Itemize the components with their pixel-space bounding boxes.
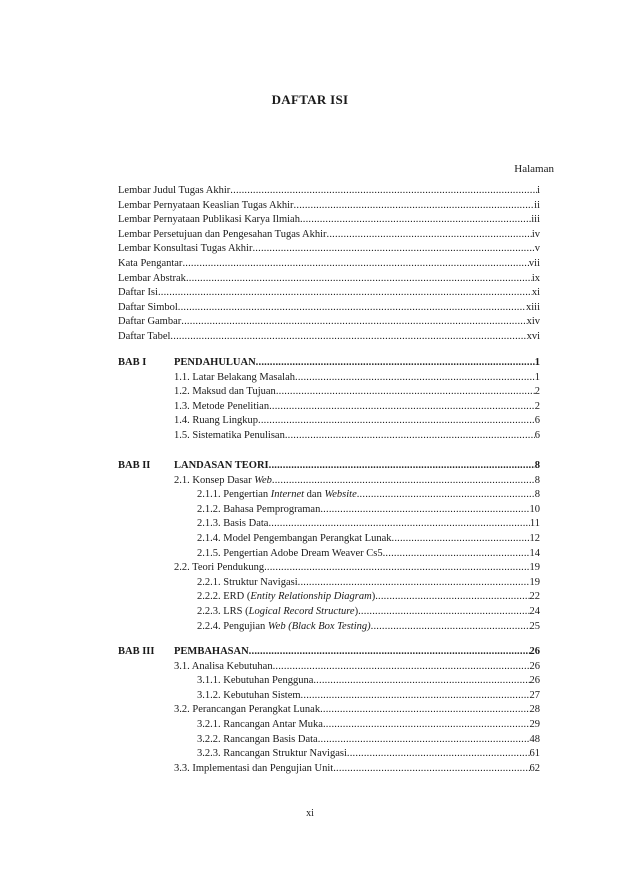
toc-leader-dots [375, 590, 529, 604]
toc-leader-dots [333, 762, 529, 776]
toc-entry-label: 3.2. Perancangan Perangkat Lunak [174, 704, 321, 716]
toc-entry-page: 22 [529, 591, 540, 603]
toc-entry-label: 1.3. Metode Penelitian [174, 400, 270, 412]
toc-row [197, 605, 540, 619]
toc-leader-dots [186, 272, 532, 286]
toc-entry-page: vii [528, 258, 540, 269]
toc-entry-page: 1 [534, 357, 540, 368]
toc-entry-label: 3.1. Analisa Kebutuhan [174, 660, 273, 672]
toc-row [174, 414, 540, 428]
toc-row [118, 301, 540, 315]
toc-entry-label: 1.1. Latar Belakang Masalah [174, 371, 295, 383]
toc-row [197, 532, 540, 546]
toc-entry-label: 2.1.3. Basis Data [197, 518, 269, 530]
toc-leader-dots [298, 576, 530, 590]
toc-entry-page: xiii [525, 301, 540, 313]
toc-row [197, 590, 540, 604]
toc-entry-page: iv [531, 228, 540, 240]
toc-leader-dots [264, 561, 529, 575]
toc-entry-label: Lembar Konsultasi Tugas Akhir [118, 243, 253, 255]
toc-entry-label: LANDASAN TEORI [174, 460, 269, 471]
toc-entry-page: 8 [534, 474, 540, 486]
toc-row [197, 674, 540, 688]
toc-leader-dots [383, 547, 530, 561]
toc-entry-page: 6 [534, 430, 540, 441]
toc-row [174, 762, 540, 776]
toc-row [174, 703, 540, 717]
toc-entry-label: Lembar Persetujuan dan Pengesahan Tugas Akhir [118, 228, 327, 240]
toc-entry-page: 27 [529, 689, 540, 701]
toc-entry-label: PENDAHULUAN [174, 357, 256, 368]
toc-leader-dots [230, 184, 537, 198]
toc-leader-dots [318, 733, 530, 747]
toc-entry-label: 2.2.4. Pengujian Web (Black Box Testing) [197, 620, 371, 632]
toc-entry-label: 2.2.3. LRS (Logical Record Structure) [197, 606, 359, 617]
toc-row [174, 660, 540, 674]
toc-entry-label: Daftar Isi [118, 287, 158, 299]
page-title: DAFTAR ISI [271, 92, 349, 107]
toc-row [197, 503, 540, 517]
chapter-number: BAB II [118, 460, 151, 471]
toc-leader-dots [258, 414, 535, 428]
toc-row [118, 272, 540, 286]
toc-leader-dots [178, 301, 526, 315]
toc-leader-dots [249, 645, 530, 659]
toc-entry-label: Lembar Pernyataan Publikasi Karya Ilmiah [118, 214, 300, 226]
toc-row [197, 488, 540, 502]
toc-entry-page: v [534, 243, 540, 255]
chapter-row [174, 459, 540, 473]
toc-entry-label: Lembar Judul Tugas Akhir [118, 185, 231, 196]
toc-row [118, 213, 540, 227]
page-number-footer: xi [306, 808, 314, 819]
toc-entry-page: 11 [529, 518, 540, 530]
toc-entry-label: 1.4. Ruang Lingkup [174, 415, 258, 427]
toc-entry-page: 1 [534, 371, 540, 383]
toc-leader-dots [295, 371, 535, 385]
toc-entry-label: 2.1.2. Bahasa Pemprograman [197, 503, 321, 515]
toc-entry-page: xiv [526, 316, 540, 328]
toc-entry-label: 3.1.1. Kebutuhan Pengguna [197, 675, 314, 687]
toc-leader-dots [269, 400, 535, 414]
toc-entry-page: xi [531, 287, 540, 299]
toc-entry-label: 2.2.2. ERD (Entity Relationship Diagram) [197, 591, 376, 603]
toc-entry-page: iii [531, 214, 540, 226]
toc-entry-page: 8 [534, 489, 540, 501]
chapter-number: BAB III [118, 646, 155, 657]
toc-row [197, 718, 540, 732]
chapter-row [174, 356, 540, 370]
toc-entry-page: xvi [526, 331, 540, 342]
toc-row [174, 474, 540, 488]
toc-entry-label: 2.1. Konsep Dasar Web [174, 474, 272, 486]
toc-entry-label: Lembar Pernyataan Keaslian Tugas Akhir [118, 199, 294, 211]
toc-leader-dots [347, 747, 530, 761]
toc-leader-dots [285, 429, 535, 443]
toc-leader-dots [158, 286, 532, 300]
toc-entry-page: 8 [534, 460, 540, 471]
toc-entry-label: 1.5. Sistematika Penulisan [174, 430, 285, 441]
toc-leader-dots [273, 660, 530, 674]
toc-entry-label: Daftar Tabel [118, 331, 171, 342]
toc-row [118, 228, 540, 242]
toc-entry-page: 26 [529, 675, 540, 687]
toc-row [197, 576, 540, 590]
toc-leader-dots [252, 242, 534, 256]
toc-entry-page: 29 [529, 719, 540, 730]
toc-row [174, 561, 540, 575]
toc-entry-label: 1.2. Maksud dan Tujuan [174, 386, 276, 398]
toc-leader-dots [182, 257, 528, 271]
toc-leader-dots [371, 620, 530, 634]
toc-leader-dots [256, 356, 535, 370]
toc-entry-label: Kata Pengantar [118, 258, 183, 269]
toc-entry-page: 10 [529, 503, 540, 515]
toc-leader-dots [170, 330, 526, 344]
toc-row [197, 547, 540, 561]
toc-row [174, 385, 540, 399]
toc-entry-page: 26 [529, 646, 540, 657]
toc-entry-label: Lembar Abstrak [118, 272, 186, 284]
toc-entry-label: 3.2.1. Rancangan Antar Muka [197, 719, 323, 730]
toc-entry-label: 2.2. Teori Pendukung [174, 562, 265, 574]
toc-row [118, 184, 540, 198]
toc-entry-page: 62 [529, 762, 540, 774]
toc-row [174, 400, 540, 414]
toc-entry-page: 25 [529, 620, 540, 632]
toc-row [197, 733, 540, 747]
toc-entry-page: 26 [529, 660, 540, 672]
toc-row [118, 199, 540, 213]
toc-entry-page: ii [534, 199, 540, 211]
toc-row [118, 257, 540, 271]
toc-leader-dots [357, 488, 535, 502]
toc-leader-dots [320, 703, 529, 717]
toc-entry-label: Daftar Gambar [118, 316, 182, 328]
toc-leader-dots [313, 674, 529, 688]
toc-entry-label: 3.1.2. Kebutuhan Sistem [197, 689, 301, 701]
toc-entry-page: 2 [534, 386, 540, 398]
toc-leader-dots [358, 605, 529, 619]
toc-row [197, 689, 540, 703]
toc-entry-page: 24 [529, 606, 540, 617]
toc-leader-dots [269, 459, 535, 473]
toc-entry-page: 28 [529, 704, 540, 716]
toc-leader-dots [294, 199, 535, 213]
toc-leader-dots [301, 689, 530, 703]
chapter-row [174, 645, 540, 659]
toc-leader-dots [300, 213, 531, 227]
halaman-label: Halaman [514, 163, 554, 175]
toc-leader-dots [268, 517, 529, 531]
chapter-number: BAB I [118, 357, 147, 368]
toc-row [118, 242, 540, 256]
toc-entry-page: 14 [529, 547, 540, 559]
toc-entry-label: 2.1.5. Pengertian Adobe Dream Weaver Cs5 [197, 547, 383, 559]
toc-entry-page: 48 [529, 733, 540, 745]
toc-row [197, 747, 540, 761]
toc-row [118, 315, 540, 329]
toc-leader-dots [392, 532, 530, 546]
toc-entry-page: 19 [529, 562, 540, 574]
toc-entry-label: Daftar Simbol [118, 301, 178, 313]
toc-row [174, 371, 540, 385]
toc-leader-dots [320, 503, 529, 517]
toc-entry-page: 61 [529, 748, 540, 760]
toc-entry-page: 12 [529, 533, 540, 544]
toc-entry-label: 2.2.1. Struktur Navigasi [197, 576, 298, 588]
toc-entry-page: 2 [534, 400, 540, 412]
toc-leader-dots [181, 315, 526, 329]
toc-entry-label: PEMBAHASAN [174, 646, 249, 657]
toc-entry-page: i [537, 185, 540, 196]
toc-entry-page: ix [531, 272, 540, 284]
toc-leader-dots [272, 474, 535, 488]
toc-row [197, 517, 540, 531]
toc-leader-dots [327, 228, 532, 242]
toc-entry-label: 2.1.1. Pengertian Internet dan Website [197, 489, 357, 501]
toc-entry-label: 3.3. Implementasi dan Pengujian Unit [174, 762, 334, 774]
toc-leader-dots [323, 718, 530, 732]
toc-entry-label: 2.1.4. Model Pengembangan Perangkat Lunak [197, 533, 392, 544]
toc-leader-dots [276, 385, 535, 399]
toc-entry-page: 19 [529, 576, 540, 588]
toc-entry-label: 3.2.2. Rancangan Basis Data [197, 733, 318, 745]
toc-entry-label: 3.2.3. Rancangan Struktur Navigasi [197, 748, 347, 760]
toc-row [118, 286, 540, 300]
toc-row [174, 429, 540, 443]
toc-entry-page: 6 [534, 415, 540, 427]
toc-row [118, 330, 540, 344]
toc-row [197, 620, 540, 634]
